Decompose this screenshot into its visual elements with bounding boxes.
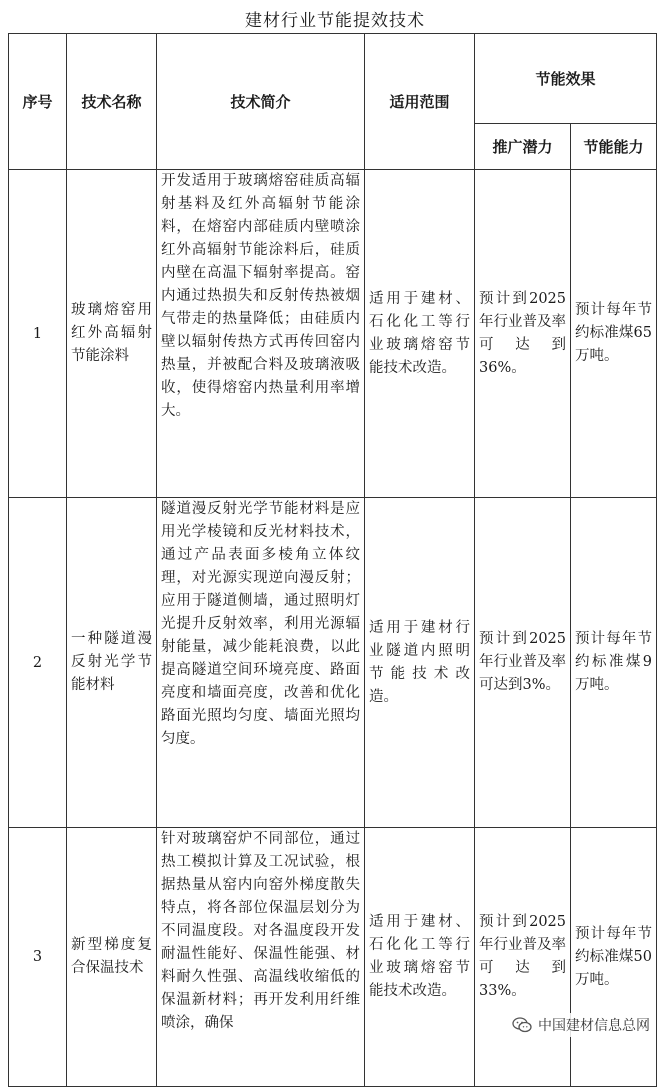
table-row	[9, 828, 657, 1087]
row-potential: 预计到2025年行业普及率可达到33%。	[475, 828, 571, 1087]
row-potential: 预计到2025年行业普及率可达到3%。	[475, 498, 571, 828]
row-capacity: 预计每年节约标准煤9万吨。	[571, 498, 657, 828]
table-row	[9, 498, 657, 828]
row-scope: 适用于建材、石化化工等行业玻璃熔窑节能技术改造。	[365, 170, 475, 498]
watermark-text: 中国建材信息总网	[538, 1018, 650, 1034]
row-index: 3	[9, 828, 67, 1087]
row-scope: 适用于建材、石化化工等行业玻璃熔窑节能技术改造。	[365, 828, 475, 1087]
row-index: 2	[9, 498, 67, 828]
wechat-icon	[512, 1017, 532, 1033]
row-intro: 隧道漫反射光学节能材料是应用光学棱镜和反光材料技术，通过产品表面多棱角立体纹理，对光源实现逆向漫反射；应用于隧道侧墙，通过照明灯光提升反射效率，利用光源辐射能量，减少能耗浪费，以此提高隧道空间环境亮度、路面亮度和墙面亮度，改善和优化路面光照均匀度、墙面光照均匀度。	[157, 498, 365, 828]
row-scope: 适用于建材行业隧道内照明节能技术改造。	[365, 498, 475, 828]
header-name: 技术名称	[67, 34, 157, 170]
tech-table	[8, 33, 657, 1087]
table-row	[9, 170, 657, 498]
header-potential: 推广潜力	[475, 124, 571, 170]
row-potential: 预计到2025年行业普及率可达到36%。	[475, 170, 571, 498]
header-scope: 适用范围	[365, 34, 475, 170]
header-effect: 节能效果	[475, 34, 657, 124]
header-intro: 技术简介	[157, 34, 365, 170]
header-capacity: 节能能力	[571, 124, 657, 170]
row-intro: 开发适用于玻璃熔窑硅质高辐射基料及红外高辐射节能涂料，在熔窑内部硅质内壁喷涂红外高辐射节能涂料后，硅质内壁在高温下辐射率提高。窑内通过热损失和反射传热被烟气带走的热量降低；由硅质内壁以辐射传热方式再传回窑内热量，并被配合料及玻璃液吸收，使得熔窑内热量利用率增大。	[157, 170, 365, 498]
row-intro: 针对玻璃窑炉不同部位，通过热工模拟计算及工况试验，根据热量从窑内向窑外梯度散失特点，将各部位保温层划分为不同温度段。对各温度段开发耐温性能好、保温性能强、材料耐久性强、高温线收缩低的保温新材料；再开发利用纤维喷涂，确保	[157, 828, 365, 1087]
row-index: 1	[9, 170, 67, 498]
watermark	[508, 1013, 654, 1037]
row-capacity: 预计每年节约标准煤50万吨。	[571, 828, 657, 1087]
row-tech-name: 玻璃熔窑用红外高辐射节能涂料	[67, 170, 157, 498]
page-title: 建材行业节能提效技术	[245, 11, 425, 31]
header-index: 序号	[9, 34, 67, 170]
row-tech-name: 新型梯度复合保温技术	[67, 828, 157, 1087]
row-capacity: 预计每年节约标准煤65万吨。	[571, 170, 657, 498]
row-tech-name: 一种隧道漫反射光学节能材料	[67, 498, 157, 828]
